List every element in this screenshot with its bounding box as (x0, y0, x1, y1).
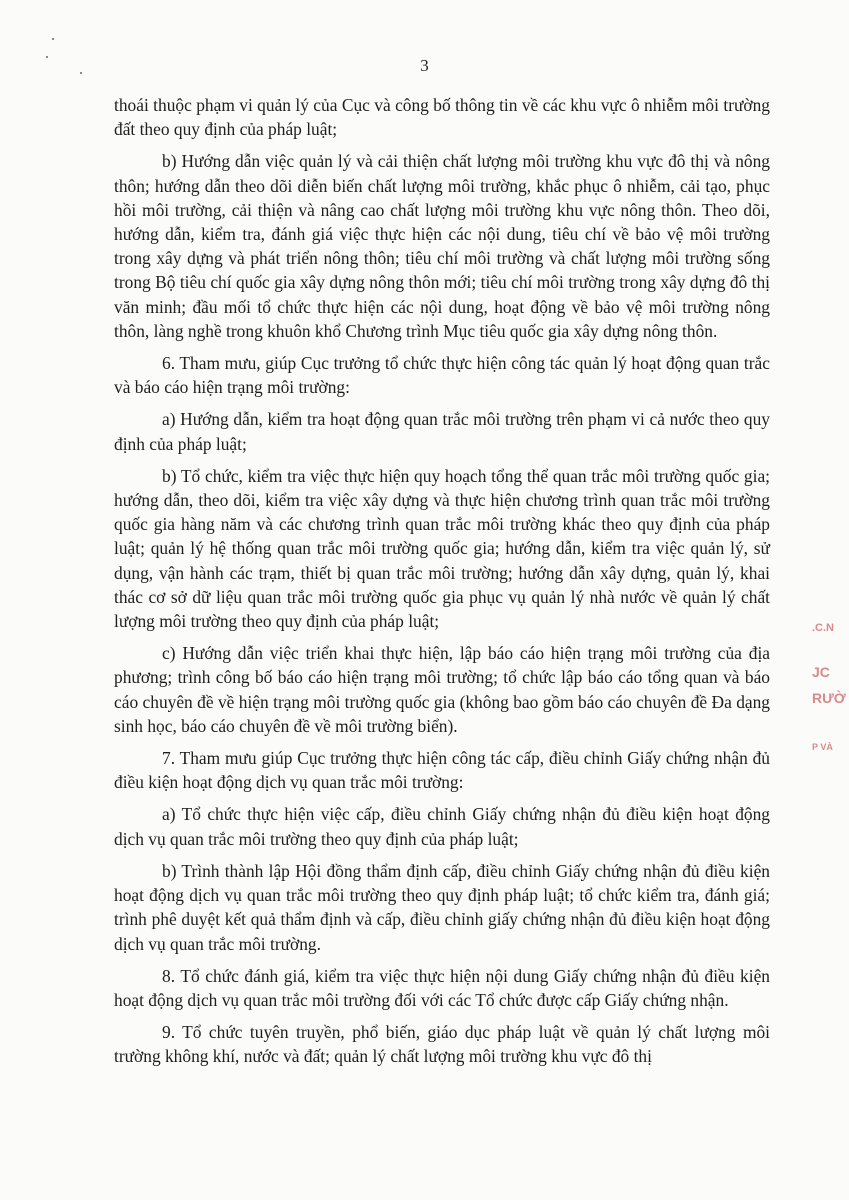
paragraph-9: 9. Tổ chức tuyên truyền, phổ biến, giáo dục pháp luật về quản lý chất lượng môi trường không khí, nước và đất; quản lý chất lượng môi trường khu vực đô thị (114, 1022, 770, 1067)
page-number: 3 (420, 56, 429, 75)
paragraph-6c: c) Hướng dẫn việc triển khai thực hiện, lập báo cáo hiện trạng môi trường của địa phương; trình công bố báo cáo hiện trạng môi trường; tổ chức lập báo cáo tổng quan và báo cáo chuyên đề về hiện trạng môi trường quốc gia (không bao gồm báo cáo chuyên đề Đa dạng sinh học, báo cáo chuyên đề về môi trường biển). (114, 643, 770, 736)
stamp-fragment: RƯỜ (812, 690, 846, 706)
stamp-fragment: P VÀ (812, 742, 833, 752)
paragraph-7a: a) Tổ chức thực hiện việc cấp, điều chỉnh Giấy chứng nhận đủ điều kiện hoạt động dịch vụ quan trắc môi trường theo quy định của pháp luật; (114, 804, 770, 849)
paragraph-continuation: thoái thuộc phạm vi quản lý của Cục và công bố thông tin về các khu vực ô nhiễm môi trường đất theo quy định của pháp luật; (114, 95, 770, 140)
stamp-fragment: JC (812, 664, 830, 680)
paragraph-8: 8. Tổ chức đánh giá, kiểm tra việc thực hiện nội dung Giấy chứng nhận đủ điều kiện hoạt động dịch vụ quan trắc môi trường đối với các Tổ chức được cấp Giấy chứng nhận. (114, 965, 770, 1010)
paragraph-6a: a) Hướng dẫn, kiểm tra hoạt động quan trắc môi trường trên phạm vi cả nước theo quy định của pháp luật; (114, 409, 770, 454)
paragraph-6: 6. Tham mưu, giúp Cục trưởng tổ chức thực hiện công tác quản lý hoạt động quan trắc và báo cáo hiện trạng môi trường: (114, 353, 770, 398)
document-body (114, 93, 770, 1077)
paragraph-7: 7. Tham mưu giúp Cục trưởng thực hiện công tác cấp, điều chỉnh Giấy chứng nhận đủ điều kiện hoạt động dịch vụ quan trắc môi trường: (114, 748, 770, 793)
paragraph-5b: b) Hướng dẫn việc quản lý và cải thiện chất lượng môi trường khu vực đô thị và nông thôn; hướng dẫn theo dõi diễn biến chất lượng môi trường, khắc phục ô nhiễm, cải tạo, phục hồi môi trường, cải thiện và nâng cao chất lượng môi trường khu vực nông thôn. Theo dõi, hướng dẫn, kiểm tra, đánh giá việc thực hiện các nội dung, tiêu chí về bảo vệ môi trường trong xây dựng và phát triển nông thôn; tiêu chí môi trường và chất lượng môi trường sống trong Bộ tiêu chí quốc gia xây dựng nông thôn mới; tiêu chí môi trường trong xây dựng đô thị văn minh; đầu mối tổ chức thực hiện các nội dung, hoạt động về bảo vệ môi trường nông thôn, làng nghề trong khuôn khổ Chương trình Mục tiêu quốc gia xây dựng nông thôn. (114, 151, 770, 341)
scan-speck (52, 38, 54, 40)
paragraph-6b: b) Tổ chức, kiểm tra việc thực hiện quy hoạch tổng thể quan trắc môi trường quốc gia; hướng dẫn, theo dõi, kiểm tra việc xây dựng và thực hiện chương trình quan trắc môi trường quốc gia hàng năm và các chương trình quan trắc môi trường khác theo quy định của pháp luật; quản lý hệ thống quan trắc môi trường quốc gia; hướng dẫn, kiểm tra việc quản lý, sử dụng, vận hành các trạm, thiết bị quan trắc môi trường; hướng dẫn xây dựng, quản lý, khai thác cơ sở dữ liệu quan trắc môi trường quốc gia phục vụ quản lý nhà nước về quản lý chất lượng môi trường theo quy định của pháp luật; (114, 465, 770, 632)
paragraph-7b: b) Trình thành lập Hội đồng thẩm định cấp, điều chỉnh Giấy chứng nhận đủ điều kiện hoạt động dịch vụ quan trắc môi trường theo quy định pháp luật; tổ chức kiểm tra, đánh giá; trình phê duyệt kết quả thẩm định và cấp, điều chỉnh giấy chứng nhận đủ điều kiện hoạt động dịch vụ quan trắc môi trường. (114, 860, 770, 954)
stamp-fragment: .C.N (812, 622, 834, 634)
